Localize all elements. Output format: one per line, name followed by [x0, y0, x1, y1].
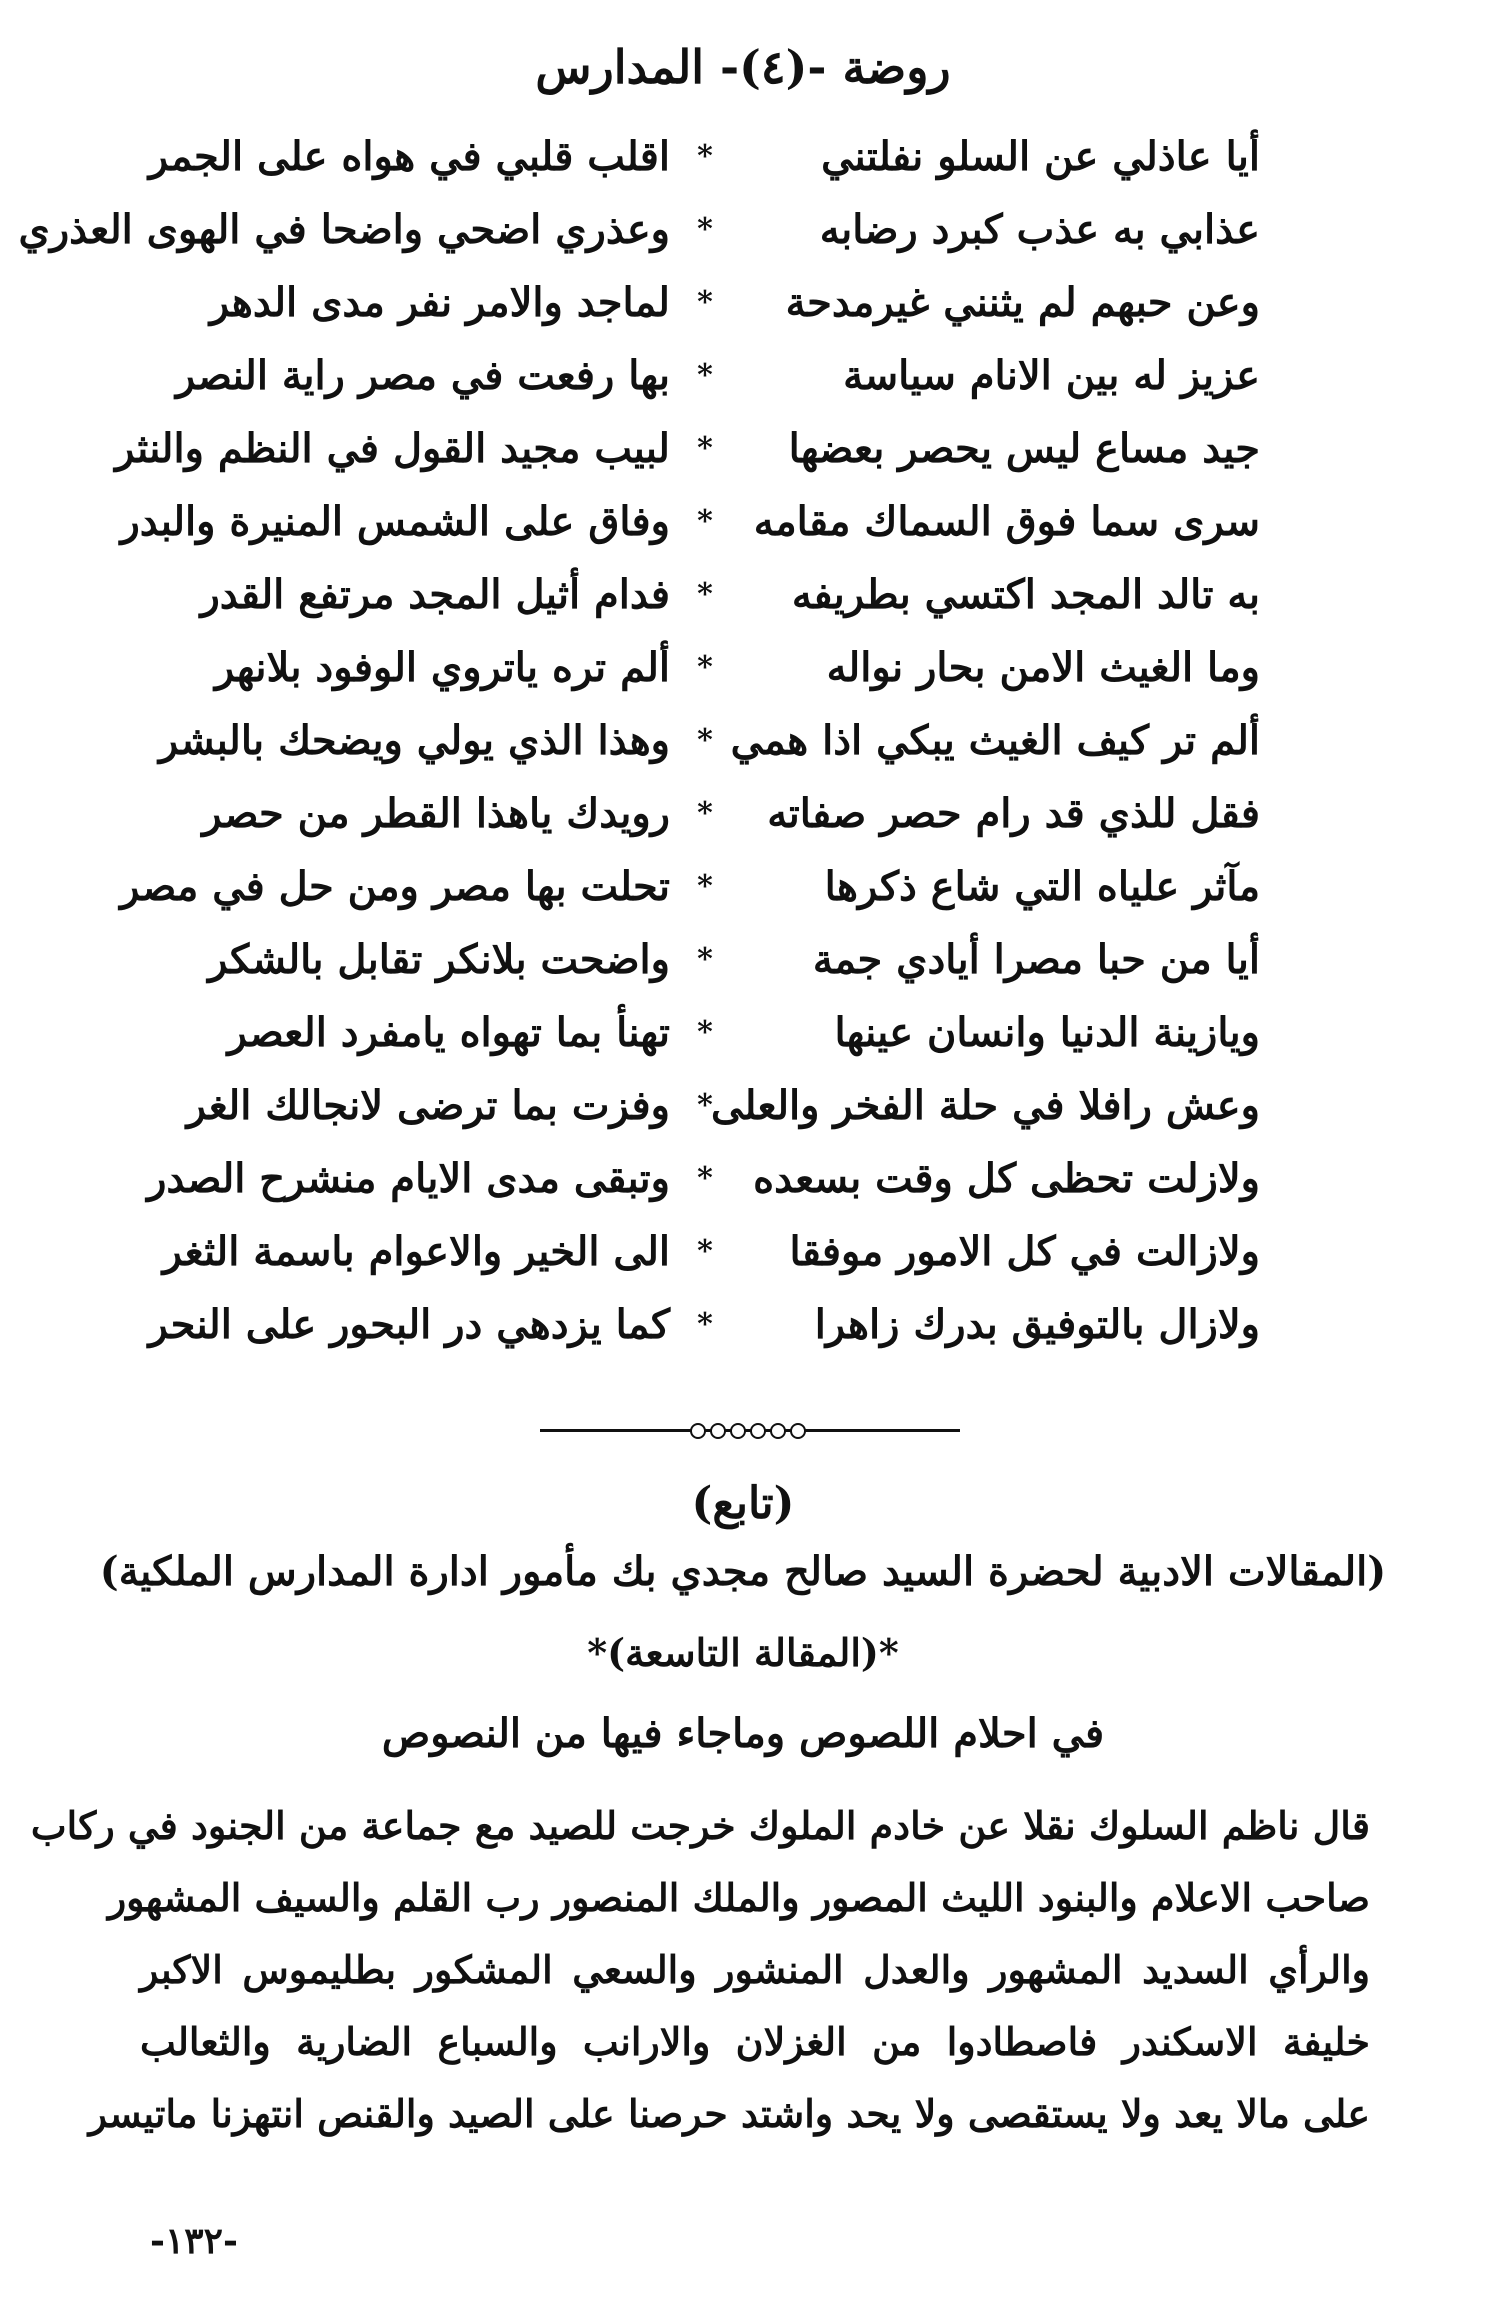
continued-label: (تابع)	[691, 1478, 795, 1529]
verse-line	[115, 412, 1260, 485]
verse-line	[150, 1069, 1260, 1142]
verse-separator-star: *	[697, 504, 713, 539]
prose-line: صاحب الاعلام والبنود الليث المصور والملك المنصور رب القلم والسيف المشهور	[107, 1875, 1370, 1920]
verse-line	[120, 485, 1260, 558]
verse-separator-star: *	[697, 285, 713, 320]
verse-line	[147, 1142, 1260, 1215]
poem	[18, 120, 1260, 1361]
verse-separator-star: *	[697, 796, 713, 831]
prose-body	[30, 1790, 1370, 2150]
verse-second-hemistich: واضحت بلانكر تقابل بالشكر	[208, 936, 670, 983]
article-topic: في احلام اللصوص وماجاء فيها من النصوص	[381, 1710, 1105, 1757]
page-header: روضة -(٤)- المدارس	[535, 40, 951, 94]
verse-line	[150, 1215, 1260, 1288]
divider-bead	[730, 1423, 746, 1439]
ornamental-divider	[540, 1420, 960, 1440]
verse-first-hemistich: ألم تر كيف الغيث يبكي اذا همي	[730, 717, 1260, 764]
verse-separator-star: *	[697, 1161, 713, 1196]
prose-line: خليفة الاسكندر فاصطادوا من الغزلان والارانب والسباع الضارية والثعالب	[140, 2019, 1370, 2064]
verse-separator-star: *	[697, 869, 713, 904]
verse-second-hemistich: وفزت بما ترضى لانجالك الغر	[186, 1082, 670, 1129]
verse-first-hemistich: وعش رافلا في حلة الفخر والعلى	[710, 1082, 1260, 1129]
verse-second-hemistich: ألم تره ياتروي الوفود بلانهر	[214, 644, 670, 691]
verse-first-hemistich: سرى سما فوق السماك مقامه	[753, 498, 1260, 545]
verse-line	[150, 120, 1260, 193]
verse-second-hemistich: اقلب قلبي في هواه على الجمر	[148, 133, 670, 180]
verse-second-hemistich: وفاق على الشمس المنيرة والبدر	[120, 498, 670, 545]
verse-second-hemistich: رويدك ياهذا القطر من حصر	[202, 790, 670, 837]
verse-line	[150, 1288, 1260, 1361]
article-number: *(المقالة التاسعة)*	[587, 1630, 899, 1675]
verse-first-hemistich: وما الغيث الامن بحار نواله	[826, 644, 1260, 691]
verse-second-hemistich: وتبقى مدى الايام منشرح الصدر	[147, 1155, 670, 1202]
verse-separator-star: *	[697, 358, 713, 393]
verse-line	[150, 266, 1260, 339]
verse-first-hemistich: به تالد المجد اكتسي بطريفه	[791, 571, 1260, 618]
verse-separator-star: *	[697, 942, 713, 977]
verse-separator-star: *	[697, 431, 713, 466]
verse-first-hemistich: وعن حبهم لم يثنني غيرمدحة	[785, 279, 1260, 326]
verse-first-hemistich: عزيز له بين الانام سياسة	[843, 352, 1260, 399]
verse-first-hemistich: مآثر علياه التي شاع ذكرها	[824, 863, 1260, 910]
verse-separator-star: *	[697, 577, 713, 612]
verse-first-hemistich: ولازلت تحظى كل وقت بسعده	[753, 1155, 1260, 1202]
verse-separator-star: *	[697, 650, 713, 685]
verse-separator-star: *	[697, 139, 713, 174]
verse-line	[150, 923, 1260, 996]
prose-line: على مالا يعد ولا يستقصى ولا يحد واشتد حرصنا على الصيد والقنص انتهزنا ماتيسر	[88, 2091, 1370, 2136]
page-number: -١٣٢-	[150, 2220, 238, 2262]
prose-line: والرأي السديد المشهور والعدل المنشور والسعي المشكور بطليموس الاكبر	[140, 1947, 1370, 1992]
verse-second-hemistich: كما يزدهي در البحور على النحر	[148, 1301, 670, 1348]
verse-second-hemistich: الى الخير والاعوام باسمة الثغر	[162, 1228, 670, 1275]
verse-first-hemistich: ولازال بالتوفيق بدرك زاهرا	[814, 1301, 1260, 1348]
prose-line: قال ناظم السلوك نقلا عن خادم الملوك خرجت للصيد مع جماعة من الجنود في ركاب	[30, 1803, 1370, 1848]
verse-first-hemistich: أيا عاذلي عن السلو نفلتني	[821, 133, 1260, 180]
divider-bead	[710, 1423, 726, 1439]
verse-line	[18, 193, 1260, 266]
verse-line	[120, 850, 1260, 923]
verse-line	[150, 631, 1260, 704]
divider-bead	[750, 1423, 766, 1439]
verse-line	[150, 558, 1260, 631]
verse-first-hemistich: ويازينة الدنيا وانسان عينها	[834, 1009, 1260, 1056]
verse-second-hemistich: لبيب مجيد القول في النظم والنثر	[115, 425, 670, 472]
verse-separator-star: *	[697, 1088, 713, 1123]
verse-second-hemistich: تهنأ بما تهواه يامفرد العصر	[227, 1009, 670, 1056]
verse-second-hemistich: وعذري اضحي واضحا في الهوى العذري	[18, 206, 670, 253]
divider-bead	[690, 1423, 706, 1439]
verse-separator-star: *	[697, 1015, 713, 1050]
verse-line	[150, 704, 1260, 777]
verse-first-hemistich: جيد مساع ليس يحصر بعضها	[788, 425, 1260, 472]
series-title: (المقالات الادبية لحضرة السيد صالح مجدي بك مأمور ادارة المدارس الملكية)	[99, 1548, 1387, 1595]
verse-second-hemistich: بها رفعت في مصر راية النصر	[175, 352, 670, 399]
verse-line	[150, 339, 1260, 412]
verse-separator-star: *	[697, 212, 713, 247]
verse-second-hemistich: تحلت بها مصر ومن حل في مصر	[120, 863, 670, 910]
verse-first-hemistich: ولازالت في كل الامور موفقا	[789, 1228, 1260, 1275]
verse-line	[150, 777, 1260, 850]
verse-first-hemistich: عذابي به عذب كبرد رضابه	[819, 206, 1260, 253]
verse-separator-star: *	[697, 723, 713, 758]
verse-second-hemistich: وهذا الذي يولي ويضحك بالبشر	[158, 717, 670, 764]
verse-first-hemistich: فقل للذي قد رام حصر صفاته	[767, 790, 1260, 837]
verse-first-hemistich: أيا من حبا مصرا أيادي جمة	[812, 936, 1260, 983]
divider-bead	[790, 1423, 806, 1439]
divider-bead	[770, 1423, 786, 1439]
verse-separator-star: *	[697, 1234, 713, 1269]
verse-separator-star: *	[697, 1307, 713, 1342]
verse-second-hemistich: لماجد والامر نفر مدى الدهر	[209, 279, 670, 326]
verse-line	[150, 996, 1260, 1069]
verse-second-hemistich: فدام أثيل المجد مرتفع القدر	[200, 571, 670, 618]
